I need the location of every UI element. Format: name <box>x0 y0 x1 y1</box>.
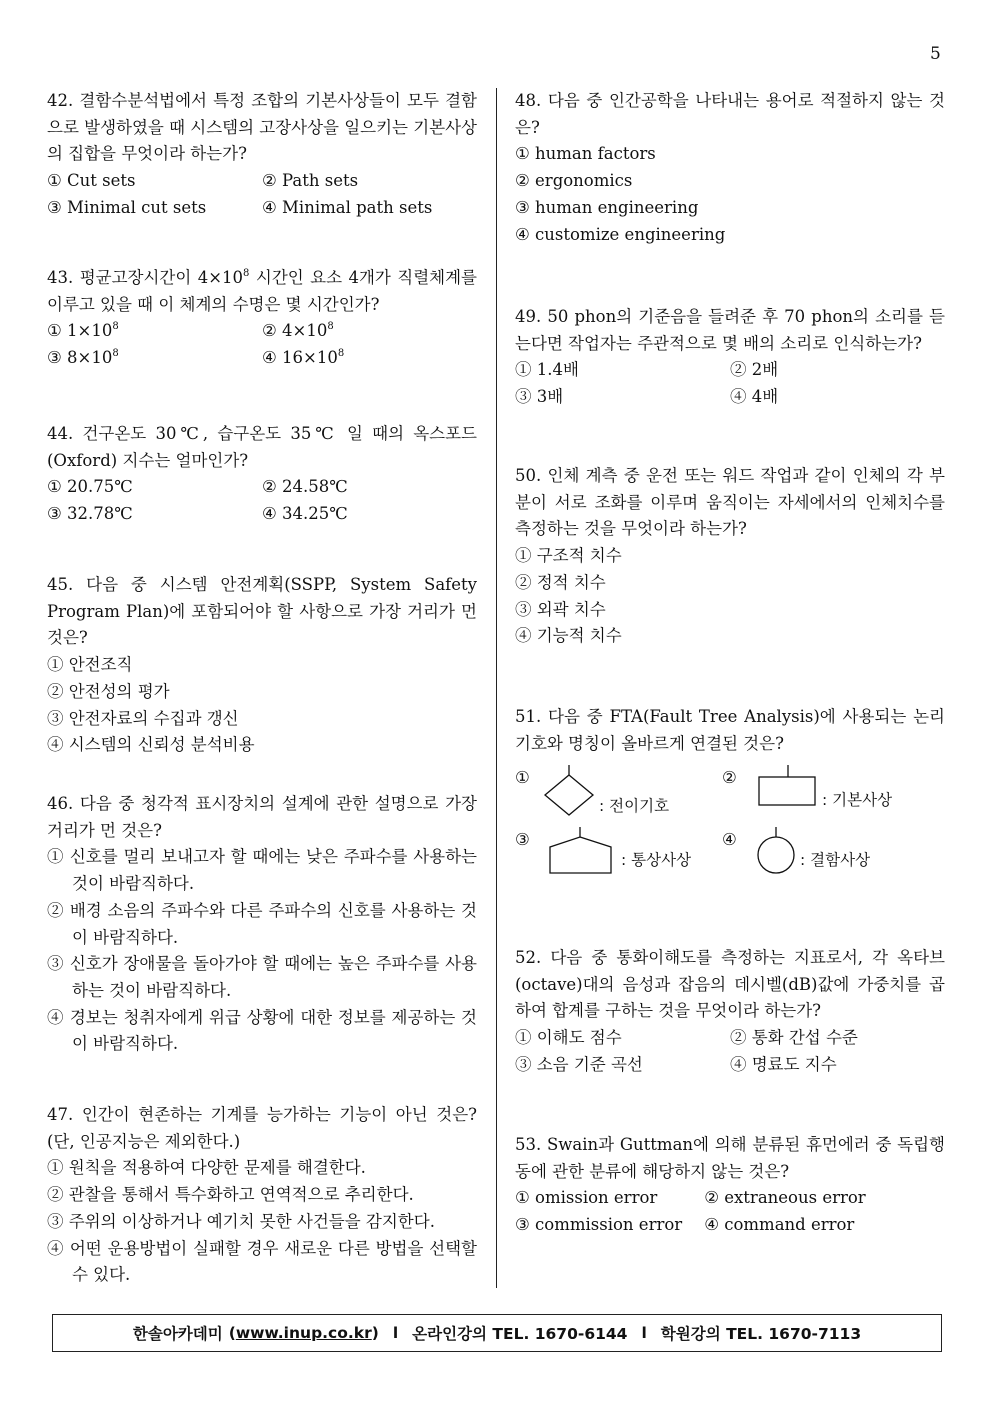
option-3 <box>515 827 715 881</box>
option-1: ① 20.75℃ <box>47 477 133 497</box>
symbol-options <box>515 757 945 877</box>
option-4: ④ command error <box>704 1215 855 1235</box>
question-47 <box>47 1102 477 1289</box>
option-3: ③ 3배 <box>515 387 564 407</box>
option-3: ③ human engineering <box>515 197 699 217</box>
symbol-label: : 전이기호 <box>599 797 670 816</box>
question-stem: 45. 다음 중 시스템 안전계획(SSPP, System Safety Program Plan)에 포함되어야 할 사항으로 가장 거리가 먼 것은? <box>47 575 477 648</box>
question-43 <box>47 265 477 372</box>
option-2: ② ergonomics <box>515 171 633 191</box>
option-number: ③ <box>515 830 530 850</box>
page-number: 5 <box>930 44 941 64</box>
option-2: ② 24.58℃ <box>262 477 348 497</box>
website-link[interactable]: www.inup.co.kr <box>235 1324 372 1342</box>
option-3: ③ 주위의 이상하거나 예기치 못한 사건들을 감지한다. <box>47 1211 435 1231</box>
question-stem: 47. 인간이 현존하는 기계를 능가하는 기능이 아닌 것은? (단, 인공지능은 제외한다.) <box>47 1105 477 1151</box>
option-4: ④ 34.25℃ <box>262 504 348 524</box>
rectangle-symbol-icon <box>756 765 820 815</box>
options-grid <box>47 168 477 221</box>
question-45 <box>47 572 477 759</box>
option-1: ① 안전조직 <box>47 655 133 675</box>
question-50 <box>515 463 945 650</box>
options-grid <box>515 1185 945 1238</box>
question-stem: 42. 결함수분석법에서 특정 조합의 기본사상들이 모두 결함으로 발생하였을 때 시스템의 고장사상을 일으키는 기본사상의 집합을 무엇이라 하는가? <box>47 91 477 164</box>
option-2 <box>722 765 942 825</box>
offline-lecture-phone: 학원강의 TEL. 1670-7113 <box>660 1325 862 1343</box>
option-3: ③ Minimal cut sets <box>47 197 207 217</box>
option-2: ② 통화 간섭 수준 <box>730 1028 858 1048</box>
house-symbol-icon <box>547 827 617 877</box>
exponent: 8 <box>337 348 345 360</box>
option-2: ② 정적 치수 <box>515 572 606 592</box>
option-4: ④ customize engineering <box>515 224 726 244</box>
option-1 <box>515 765 715 825</box>
option-2: ② 2배 <box>730 360 779 380</box>
symbol-label: : 통상사상 <box>621 851 692 870</box>
question-52 <box>515 945 945 1079</box>
question-stem: 50. 인체 계측 중 운전 또는 워드 작업과 같이 인체의 각 부분이 서로 조화를 이루며 움직이는 자세에서의 인체치수를 측정하는 것을 무엇이라 하는가? <box>515 466 945 539</box>
footer-bar <box>52 1314 942 1352</box>
question-stem: 53. Swain과 Guttman에 의해 분류된 휴먼에러 중 독립행동에 관한 분류에 해당하지 않는 것은? <box>515 1135 945 1181</box>
option-base: ② 4×10 <box>262 321 328 341</box>
option-4: ④ 4배 <box>730 387 779 407</box>
option-3: ③ commission error <box>515 1215 683 1235</box>
question-44 <box>47 421 477 528</box>
option-3: ③ 32.78℃ <box>47 504 133 524</box>
options-grid <box>47 474 477 527</box>
option-2: ② 배경 소음의 주파수와 다른 주파수의 신호를 사용하는 것이 바람직하다. <box>47 900 477 947</box>
option-base: ① 1×10 <box>47 321 113 341</box>
option-3: ③ 신호가 장애물을 돌아가야 할 때에는 높은 주파수를 사용하는 것이 바람직하다. <box>47 954 477 1000</box>
question-stem: 49. 50 phon의 기준음을 들려준 후 70 phon의 소리를 듣는다면 작업자는 주관적으로 몇 배의 소리로 인식하는가? <box>515 307 945 353</box>
option-number: ① <box>515 768 530 788</box>
circle-symbol-icon <box>756 827 806 877</box>
option-1: ① 원칙을 적용하여 다양한 문제를 해결한다. <box>47 1158 366 1178</box>
question-53 <box>515 1132 945 1239</box>
question-stem: 48. 다음 중 인간공학을 나타내는 용어로 적절하지 않는 것은? <box>515 91 945 137</box>
option-3 <box>47 345 262 372</box>
option-base: ③ 8×10 <box>47 348 113 368</box>
option-number: ④ <box>722 830 737 850</box>
option-2: ② 안전성의 평가 <box>47 681 170 701</box>
option-1: ① 구조적 치수 <box>515 546 622 566</box>
option-1: ① omission error <box>515 1188 658 1208</box>
options-grid <box>515 357 945 410</box>
option-2: ② 관찰을 통해서 특수화하고 연역적으로 추리한다. <box>47 1185 414 1205</box>
symbol-label: : 기본사상 <box>822 791 893 810</box>
option-2: ② Path sets <box>262 171 359 191</box>
exponent: 8 <box>112 321 119 333</box>
option-4: ④ 시스템의 신뢰성 분석비용 <box>47 735 255 755</box>
symbol-label: : 결함사상 <box>800 851 871 870</box>
option-2: ② extraneous error <box>704 1188 866 1208</box>
option-1: ① 이해도 점수 <box>515 1028 622 1048</box>
option-1 <box>47 318 262 345</box>
options-grid <box>47 318 477 371</box>
diamond-symbol-icon <box>541 765 601 821</box>
column-divider <box>496 88 497 1288</box>
option-base: ④ 16×10 <box>262 348 338 368</box>
option-1: ① human factors <box>515 144 656 164</box>
question-stem <box>47 265 477 318</box>
question-49 <box>515 304 945 411</box>
exponent: 8 <box>327 321 334 333</box>
exponent: 8 <box>243 268 250 279</box>
option-4 <box>262 345 477 372</box>
separator: l <box>641 1324 647 1342</box>
option-4: ④ Minimal path sets <box>262 197 433 217</box>
option-number: ② <box>722 768 737 788</box>
question-51 <box>515 704 945 877</box>
option-1: ① Cut sets <box>47 171 136 191</box>
question-stem: 46. 다음 중 청각적 표시장치의 설계에 관한 설명으로 가장 거리가 먼 것은? <box>47 794 477 840</box>
question-stem: 51. 다음 중 FTA(Fault Tree Analysis)에 사용되는 논리 기호와 명칭이 올바르게 연결된 것은? <box>515 707 945 753</box>
option-3: ③ 외곽 치수 <box>515 599 606 619</box>
option-4: ④ 어떤 운용방법이 실패할 경우 새로운 다른 방법을 선택할 수 있다. <box>47 1238 477 1285</box>
question-stem: 44. 건구온도 30℃, 습구온도 35℃ 일 때의 옥스포드(Oxford) 지수는 얼마인가? <box>47 424 477 470</box>
stem-part-b: 시간인 요소 4개가 직렬체계를 이루고 있을 때 이 체계의 수명은 몇 시간인가? <box>47 268 478 314</box>
options-grid <box>515 1025 945 1078</box>
option-1: ① 1.4배 <box>515 360 579 380</box>
option-1: ① 신호를 멀리 보내고자 할 때에는 낮은 주파수를 사용하는 것이 바람직하다. <box>47 847 477 894</box>
question-46 <box>47 791 477 1058</box>
option-4 <box>722 827 942 881</box>
question-stem: 52. 다음 중 통화이해도를 측정하는 지표로서, 각 옥타브(octave)대의 음성과 잡음의 데시벨(dB)값에 가중치를 곱하여 합계를 구하는 것을 무엇이라 하는가? <box>515 948 945 1021</box>
url-open-paren: ( <box>228 1324 236 1342</box>
option-4: ④ 명료도 지수 <box>730 1054 837 1074</box>
url-close-paren: ) <box>371 1324 379 1342</box>
question-42 <box>47 88 477 222</box>
academy-name: 한솔아카데미 <box>132 1325 223 1343</box>
option-2 <box>262 318 477 345</box>
separator: l <box>392 1324 399 1342</box>
exponent: 8 <box>112 348 119 360</box>
option-3: ③ 소음 기준 곡선 <box>515 1054 643 1074</box>
option-3: ③ 안전자료의 수집과 갱신 <box>47 708 239 728</box>
question-48 <box>515 88 945 248</box>
option-4: ④ 경보는 청취자에게 위급 상황에 대한 정보를 제공하는 것이 바람직하다. <box>47 1007 477 1054</box>
option-4: ④ 기능적 치수 <box>515 626 622 646</box>
online-lecture-phone: 온라인강의 TEL. 1670-6144 <box>412 1325 628 1343</box>
stem-part-a: 43. 평균고장시간이 4×10 <box>47 268 244 287</box>
